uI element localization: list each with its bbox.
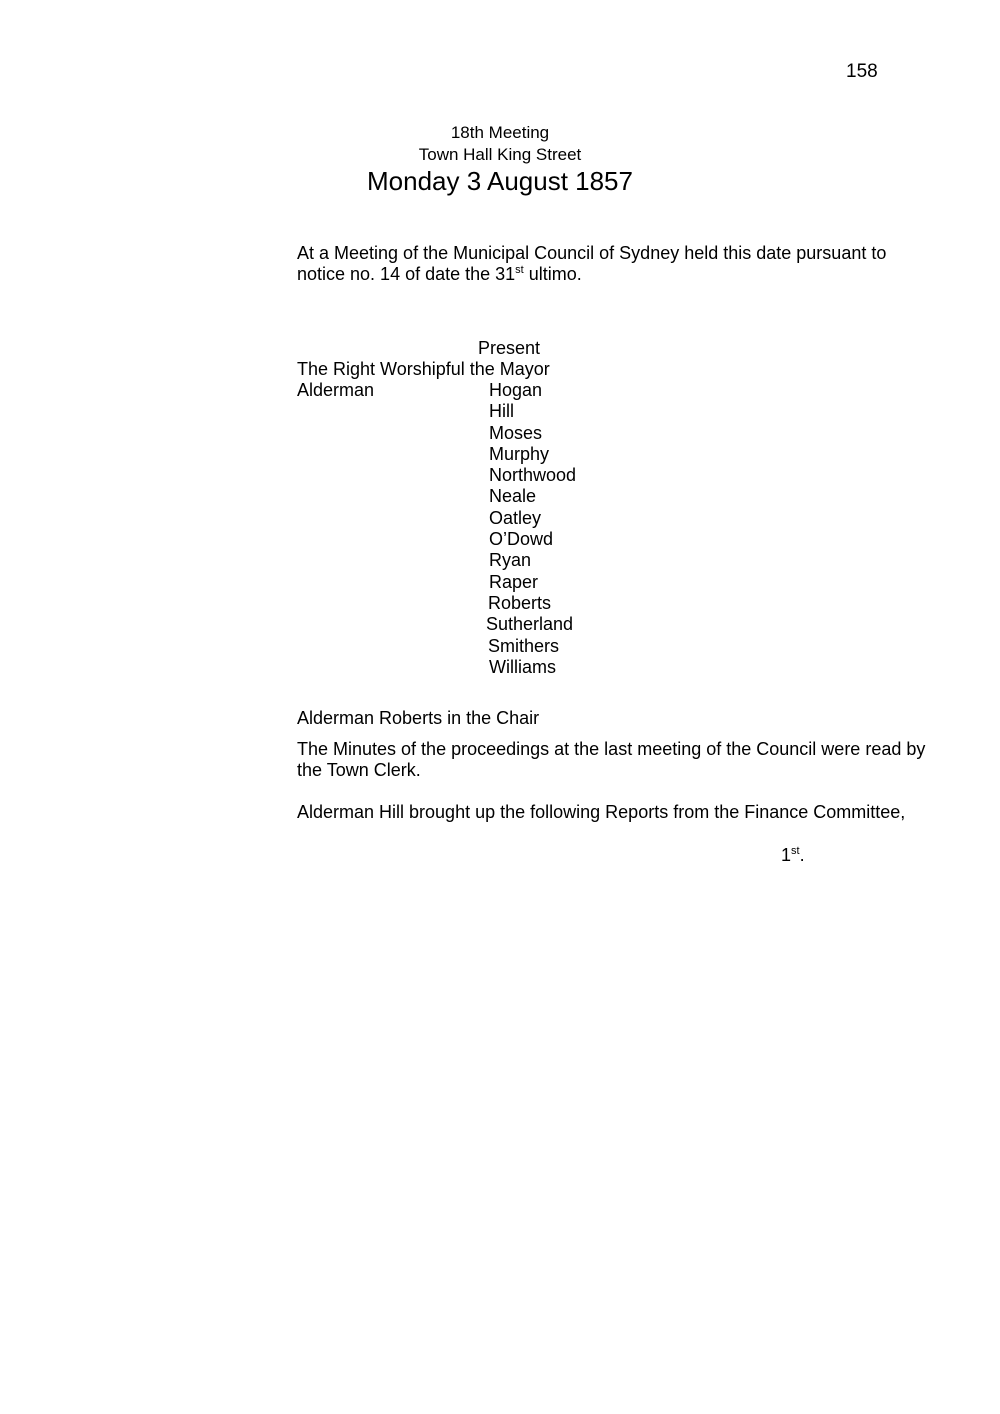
alderman-label: Alderman xyxy=(297,380,375,400)
present-heading: Present xyxy=(478,338,541,358)
alderman-name: Williams xyxy=(489,656,556,677)
alderman-name: Roberts xyxy=(488,592,552,613)
catchword-number: 1 xyxy=(781,845,792,865)
reports-paragraph: Alderman Hill brought up the following Reports from the Finance Committee, xyxy=(297,802,906,822)
chair-paragraph: Alderman Roberts in the Chair xyxy=(297,708,540,728)
alderman-name: O’Dowd xyxy=(489,529,554,550)
alderman-name: Northwood xyxy=(489,465,577,486)
meeting-date: Monday 3 August 1857 xyxy=(367,166,633,196)
alderman-name: Oatley xyxy=(489,507,542,528)
alderman-name: Sutherland xyxy=(486,614,574,635)
intro-text: At a Meeting of the Municipal Council of Sydney held this date pursuant to notice no. 14 of date the 31 xyxy=(297,243,887,284)
alderman-name: Hill xyxy=(489,401,514,422)
intro-paragraph xyxy=(297,243,937,285)
alderman-name: Raper xyxy=(489,571,539,592)
alderman-name: Moses xyxy=(489,422,543,443)
minutes-paragraph: The Minutes of the proceedings at the last meeting of the Council were read by the Town Clerk. xyxy=(297,739,926,780)
intro-superscript: st xyxy=(515,264,524,276)
catchword-suffix: . xyxy=(799,845,805,865)
catchword-superscript: st xyxy=(791,845,800,857)
alderman-name: Smithers xyxy=(488,635,560,656)
intro-text-end: ultimo. xyxy=(523,264,582,284)
alderman-name: Neale xyxy=(489,486,537,507)
alderman-list xyxy=(486,380,577,678)
meeting-number: 18th Meeting xyxy=(450,123,550,142)
page-number: 158 xyxy=(846,61,878,82)
mayor-line: The Right Worshipful the Mayor xyxy=(297,359,550,379)
alderman-name: Murphy xyxy=(489,443,550,464)
meeting-venue: Town Hall King Street xyxy=(418,145,582,164)
alderman-name: Ryan xyxy=(489,550,532,571)
catchword xyxy=(781,845,805,866)
alderman-name: Hogan xyxy=(489,380,543,400)
